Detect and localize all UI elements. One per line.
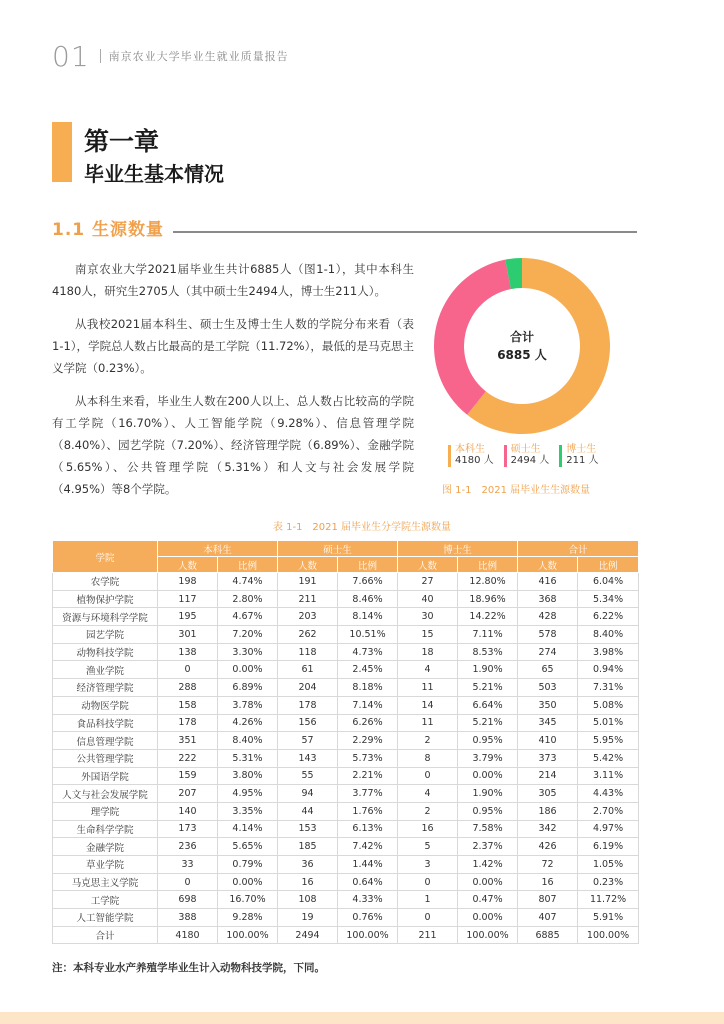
table-row [53, 679, 639, 697]
table-cell: 6.13% [338, 820, 398, 838]
table-cell: 1 [398, 891, 458, 909]
table-cell: 0.76% [338, 909, 398, 927]
legend-swatch [504, 445, 507, 467]
table-row [53, 696, 639, 714]
table-cell: 0 [398, 767, 458, 785]
table-cell: 4 [398, 785, 458, 803]
table-cell-college: 人文与社会发展学院 [53, 785, 158, 803]
table-cell: 301 [158, 626, 218, 644]
table-cell: 30 [398, 608, 458, 626]
paragraph: 从我校2021届本科生、硕士生及博士生人数的学院分布来看（表1-1），学院总人数占比最高的是工学院（11.72%），最低的是马克思主义学院（0.23%）。 [52, 317, 414, 375]
table-cell: 11 [398, 679, 458, 697]
table-row [53, 643, 639, 661]
table-cell: 0.64% [338, 873, 398, 891]
table-cell: 100.00% [578, 926, 639, 944]
table-cell: 117 [158, 590, 218, 608]
table-cell: 2 [398, 802, 458, 820]
header-group: 合计 [518, 541, 639, 557]
legend-swatch [559, 445, 562, 467]
table-cell: 7.42% [338, 838, 398, 856]
table-cell: 373 [518, 749, 578, 767]
table-cell: 5.73% [338, 749, 398, 767]
table-cell: 6.89% [218, 679, 278, 697]
table-cell: 5.21% [458, 714, 518, 732]
table-cell: 503 [518, 679, 578, 697]
table-cell: 138 [158, 643, 218, 661]
table-cell: 6.19% [578, 838, 639, 856]
table-cell: 5.42% [578, 749, 639, 767]
chapter-title: 毕业生基本情况 [84, 162, 224, 186]
table-cell: 57 [278, 732, 338, 750]
table-cell: 342 [518, 820, 578, 838]
table-cell: 18 [398, 643, 458, 661]
table-cell: 159 [158, 767, 218, 785]
table-cell: 4.74% [218, 573, 278, 591]
table-cell-college: 人工智能学院 [53, 909, 158, 927]
table-cell: 55 [278, 767, 338, 785]
table-cell: 0.47% [458, 891, 518, 909]
table-cell: 236 [158, 838, 218, 856]
table-cell: 14 [398, 696, 458, 714]
table-row [53, 785, 639, 803]
table-cell: 4.97% [578, 820, 639, 838]
header-group: 博士生 [398, 541, 518, 557]
table-cell: 0 [398, 873, 458, 891]
table-cell: 153 [278, 820, 338, 838]
table-cell-college: 理学院 [53, 802, 158, 820]
table-cell: 11.72% [578, 891, 639, 909]
legend-label: 本科生 [455, 444, 485, 455]
table-cell: 368 [518, 590, 578, 608]
table-cell: 426 [518, 838, 578, 856]
table-cell: 3.35% [218, 802, 278, 820]
header-count: 人数 [518, 557, 578, 573]
chapter-accent-bar [52, 122, 72, 182]
table-cell: 350 [518, 696, 578, 714]
header-ratio: 比例 [578, 557, 639, 573]
legend-item-doctor [559, 444, 598, 467]
table-row [53, 749, 639, 767]
table-cell: 3.98% [578, 643, 639, 661]
table-cell: 8.14% [338, 608, 398, 626]
table-cell: 16 [398, 820, 458, 838]
table-cell: 195 [158, 608, 218, 626]
table-cell: 0.95% [458, 802, 518, 820]
table-row [53, 626, 639, 644]
table-cell: 1.42% [458, 856, 518, 874]
table-cell: 5.21% [458, 679, 518, 697]
table-cell: 0 [398, 909, 458, 927]
chapter-index: 01 [52, 39, 90, 73]
header-college: 学院 [53, 541, 158, 573]
legend-value: 2494 人 [510, 455, 550, 466]
table-cell: 0.79% [218, 856, 278, 874]
table-cell: 214 [518, 767, 578, 785]
table-cell: 178 [158, 714, 218, 732]
table-cell: 204 [278, 679, 338, 697]
table-cell: 207 [158, 785, 218, 803]
table-cell: 5.31% [218, 749, 278, 767]
table-cell: 0.00% [458, 767, 518, 785]
table-cell: 72 [518, 856, 578, 874]
table-cell: 100.00% [218, 926, 278, 944]
table-row [53, 891, 639, 909]
donut-center-label: 合计 [509, 330, 534, 344]
table-cell: 3.80% [218, 767, 278, 785]
header-group: 本科生 [158, 541, 278, 557]
table-cell: 65 [518, 661, 578, 679]
table-cell: 6.22% [578, 608, 639, 626]
legend-item-undergrad [448, 444, 494, 467]
table-cell: 7.58% [458, 820, 518, 838]
table-row [53, 873, 639, 891]
table-cell: 5.01% [578, 714, 639, 732]
table-cell: 1.76% [338, 802, 398, 820]
table-cell: 5.91% [578, 909, 639, 927]
table-cell: 3.78% [218, 696, 278, 714]
table-row [53, 714, 639, 732]
table-cell: 3.77% [338, 785, 398, 803]
table-cell: 0.95% [458, 732, 518, 750]
table-cell-college: 食品科技学院 [53, 714, 158, 732]
table-cell-college: 草业学院 [53, 856, 158, 874]
table-cell: 2.21% [338, 767, 398, 785]
table-cell: 0.94% [578, 661, 639, 679]
table-cell: 698 [158, 891, 218, 909]
chart-legend [448, 444, 599, 467]
table-cell: 0 [158, 873, 218, 891]
table-cell: 428 [518, 608, 578, 626]
table-cell-college: 马克思主义学院 [53, 873, 158, 891]
table-cell: 274 [518, 643, 578, 661]
table-cell: 2.45% [338, 661, 398, 679]
table-cell: 203 [278, 608, 338, 626]
table-cell: 4.73% [338, 643, 398, 661]
table-row [53, 608, 639, 626]
table-cell: 178 [278, 696, 338, 714]
table-cell: 185 [278, 838, 338, 856]
table-cell: 8.53% [458, 643, 518, 661]
table-cell: 407 [518, 909, 578, 927]
table-cell: 0.00% [218, 873, 278, 891]
donut-chart [432, 256, 612, 436]
table-cell-college: 合计 [53, 926, 158, 944]
table-cell: 4.14% [218, 820, 278, 838]
table-cell: 5.34% [578, 590, 639, 608]
table-cell: 288 [158, 679, 218, 697]
table-cell: 6885 [518, 926, 578, 944]
header-ratio: 比例 [458, 557, 518, 573]
table-cell: 262 [278, 626, 338, 644]
table-row [53, 590, 639, 608]
table-caption: 表 1-1 2021 届毕业生分学院生源数量 [272, 522, 452, 533]
table-cell: 2494 [278, 926, 338, 944]
table-cell: 173 [158, 820, 218, 838]
table-cell: 4 [398, 661, 458, 679]
table-cell: 186 [518, 802, 578, 820]
table-cell: 12.80% [458, 573, 518, 591]
table-cell: 94 [278, 785, 338, 803]
table-cell-college: 农学院 [53, 573, 158, 591]
table-cell: 5.65% [218, 838, 278, 856]
table-cell: 4180 [158, 926, 218, 944]
table-row [53, 820, 639, 838]
table-cell: 16 [278, 873, 338, 891]
table-cell: 3.79% [458, 749, 518, 767]
table-cell-college: 工学院 [53, 891, 158, 909]
table-cell: 416 [518, 573, 578, 591]
table-row [53, 661, 639, 679]
header-ratio: 比例 [218, 557, 278, 573]
header-divider [100, 49, 101, 63]
table-cell: 118 [278, 643, 338, 661]
table-cell: 7.20% [218, 626, 278, 644]
table-cell: 7.31% [578, 679, 639, 697]
table-cell: 4.33% [338, 891, 398, 909]
table-cell-college: 公共管理学院 [53, 749, 158, 767]
table-cell: 44 [278, 802, 338, 820]
table-cell: 410 [518, 732, 578, 750]
table-cell: 2.70% [578, 802, 639, 820]
table-cell: 11 [398, 714, 458, 732]
table-cell: 8.40% [578, 626, 639, 644]
table-cell: 36 [278, 856, 338, 874]
header-ratio: 比例 [338, 557, 398, 573]
table-cell: 7.14% [338, 696, 398, 714]
legend-swatch [448, 445, 451, 467]
table-cell: 108 [278, 891, 338, 909]
table-row [53, 732, 639, 750]
table-cell: 6.04% [578, 573, 639, 591]
section-title: 1.1 生源数量 [52, 220, 165, 240]
table-cell: 27 [398, 573, 458, 591]
table-cell: 4.26% [218, 714, 278, 732]
table-cell-college: 植物保护学院 [53, 590, 158, 608]
table-cell-college: 渔业学院 [53, 661, 158, 679]
table-cell: 140 [158, 802, 218, 820]
table-cell: 1.05% [578, 856, 639, 874]
legend-value: 211 人 [566, 455, 599, 466]
header-count: 人数 [158, 557, 218, 573]
table-cell: 305 [518, 785, 578, 803]
table-cell: 8.18% [338, 679, 398, 697]
table-cell: 3.11% [578, 767, 639, 785]
table-cell: 9.28% [218, 909, 278, 927]
table-cell: 198 [158, 573, 218, 591]
table-cell-college: 外国语学院 [53, 767, 158, 785]
table-cell: 4.43% [578, 785, 639, 803]
legend-item-master [504, 444, 550, 467]
table-row [53, 802, 639, 820]
table-cell: 6.64% [458, 696, 518, 714]
donut-center [432, 256, 612, 436]
table-cell-college: 金融学院 [53, 838, 158, 856]
table-cell: 7.66% [338, 573, 398, 591]
table-cell: 222 [158, 749, 218, 767]
table-cell-college: 信息管理学院 [53, 732, 158, 750]
table-cell-college: 动物医学院 [53, 696, 158, 714]
legend-label: 博士生 [566, 444, 597, 455]
table-cell: 14.22% [458, 608, 518, 626]
footer-band [0, 1012, 724, 1024]
paragraph: 南京农业大学2021届毕业生共计6885人（图1-1），其中本科生4180人，研究生2705人（其中硕士生2494人，博士生211人）。 [52, 262, 414, 298]
table-cell: 8.40% [218, 732, 278, 750]
table-cell: 40 [398, 590, 458, 608]
chapter-number: 第一章 [84, 127, 160, 156]
table-cell: 351 [158, 732, 218, 750]
body-text [52, 258, 414, 511]
paragraph: 从本科生来看，毕业生人数在200人以上、总人数占比较高的学院有工学院（16.70%）、人工智能学院（9.28%）、信息管理学院（8.40%）、园艺学院（7.20%）、经济管理学院（6.89%）、金融学院（5.65%）、公共管理学院（5.31%）和人文与社会发展学院（4.95%）等8个学院。 [52, 394, 414, 496]
table-row [53, 838, 639, 856]
table-cell: 2 [398, 732, 458, 750]
legend-value: 4180 人 [455, 455, 494, 466]
table-body [53, 573, 639, 944]
table-cell: 211 [398, 926, 458, 944]
table-cell: 100.00% [458, 926, 518, 944]
table-cell: 8 [398, 749, 458, 767]
table-cell: 4.67% [218, 608, 278, 626]
table-row [53, 909, 639, 927]
table-cell: 15 [398, 626, 458, 644]
table-cell: 0.00% [458, 873, 518, 891]
table-cell: 0.00% [458, 909, 518, 927]
table-cell-college: 资源与环境科学学院 [53, 608, 158, 626]
donut-center-value: 6885 人 [497, 348, 547, 362]
table-cell: 6.26% [338, 714, 398, 732]
table-cell: 10.51% [338, 626, 398, 644]
table-cell: 7.11% [458, 626, 518, 644]
table-cell: 3 [398, 856, 458, 874]
table-cell: 0.00% [218, 661, 278, 679]
table-cell: 19 [278, 909, 338, 927]
table-cell: 2.29% [338, 732, 398, 750]
table-cell: 0.23% [578, 873, 639, 891]
table-note: 注：本科专业水产养殖学毕业生计入动物科技学院，下同。 [52, 962, 325, 974]
table-cell: 8.46% [338, 590, 398, 608]
table-row [53, 573, 639, 591]
table-cell: 211 [278, 590, 338, 608]
report-title: 南京农业大学毕业生就业质量报告 [108, 50, 289, 63]
table-cell: 100.00% [338, 926, 398, 944]
table-cell-college: 生命科学学院 [53, 820, 158, 838]
table-cell: 1.90% [458, 661, 518, 679]
table-cell: 5.08% [578, 696, 639, 714]
college-table [52, 540, 639, 944]
header-count: 人数 [278, 557, 338, 573]
section-divider [173, 231, 637, 233]
table-cell: 33 [158, 856, 218, 874]
table-cell: 807 [518, 891, 578, 909]
table-cell: 345 [518, 714, 578, 732]
table-cell: 191 [278, 573, 338, 591]
table-cell: 388 [158, 909, 218, 927]
table-cell: 578 [518, 626, 578, 644]
table-cell: 16.70% [218, 891, 278, 909]
table-cell: 16 [518, 873, 578, 891]
table-cell: 61 [278, 661, 338, 679]
table-cell: 156 [278, 714, 338, 732]
table-total-row [53, 926, 639, 944]
table-cell-college: 动物科技学院 [53, 643, 158, 661]
table-cell: 3.30% [218, 643, 278, 661]
table-cell: 5.95% [578, 732, 639, 750]
table-cell: 5 [398, 838, 458, 856]
page-header [52, 40, 289, 72]
table-cell: 158 [158, 696, 218, 714]
table-cell: 1.90% [458, 785, 518, 803]
table-cell: 143 [278, 749, 338, 767]
table-cell: 18.96% [458, 590, 518, 608]
table-cell: 1.44% [338, 856, 398, 874]
table-cell: 2.80% [218, 590, 278, 608]
table-row [53, 767, 639, 785]
header-count: 人数 [398, 557, 458, 573]
table-cell: 4.95% [218, 785, 278, 803]
table-cell-college: 园艺学院 [53, 626, 158, 644]
figure-caption: 图 1-1 2021 届毕业生生源数量 [442, 485, 591, 496]
table-row [53, 856, 639, 874]
table-cell-college: 经济管理学院 [53, 679, 158, 697]
table-cell: 2.37% [458, 838, 518, 856]
legend-label: 硕士生 [510, 444, 541, 455]
header-group: 硕士生 [278, 541, 398, 557]
table-cell: 0 [158, 661, 218, 679]
